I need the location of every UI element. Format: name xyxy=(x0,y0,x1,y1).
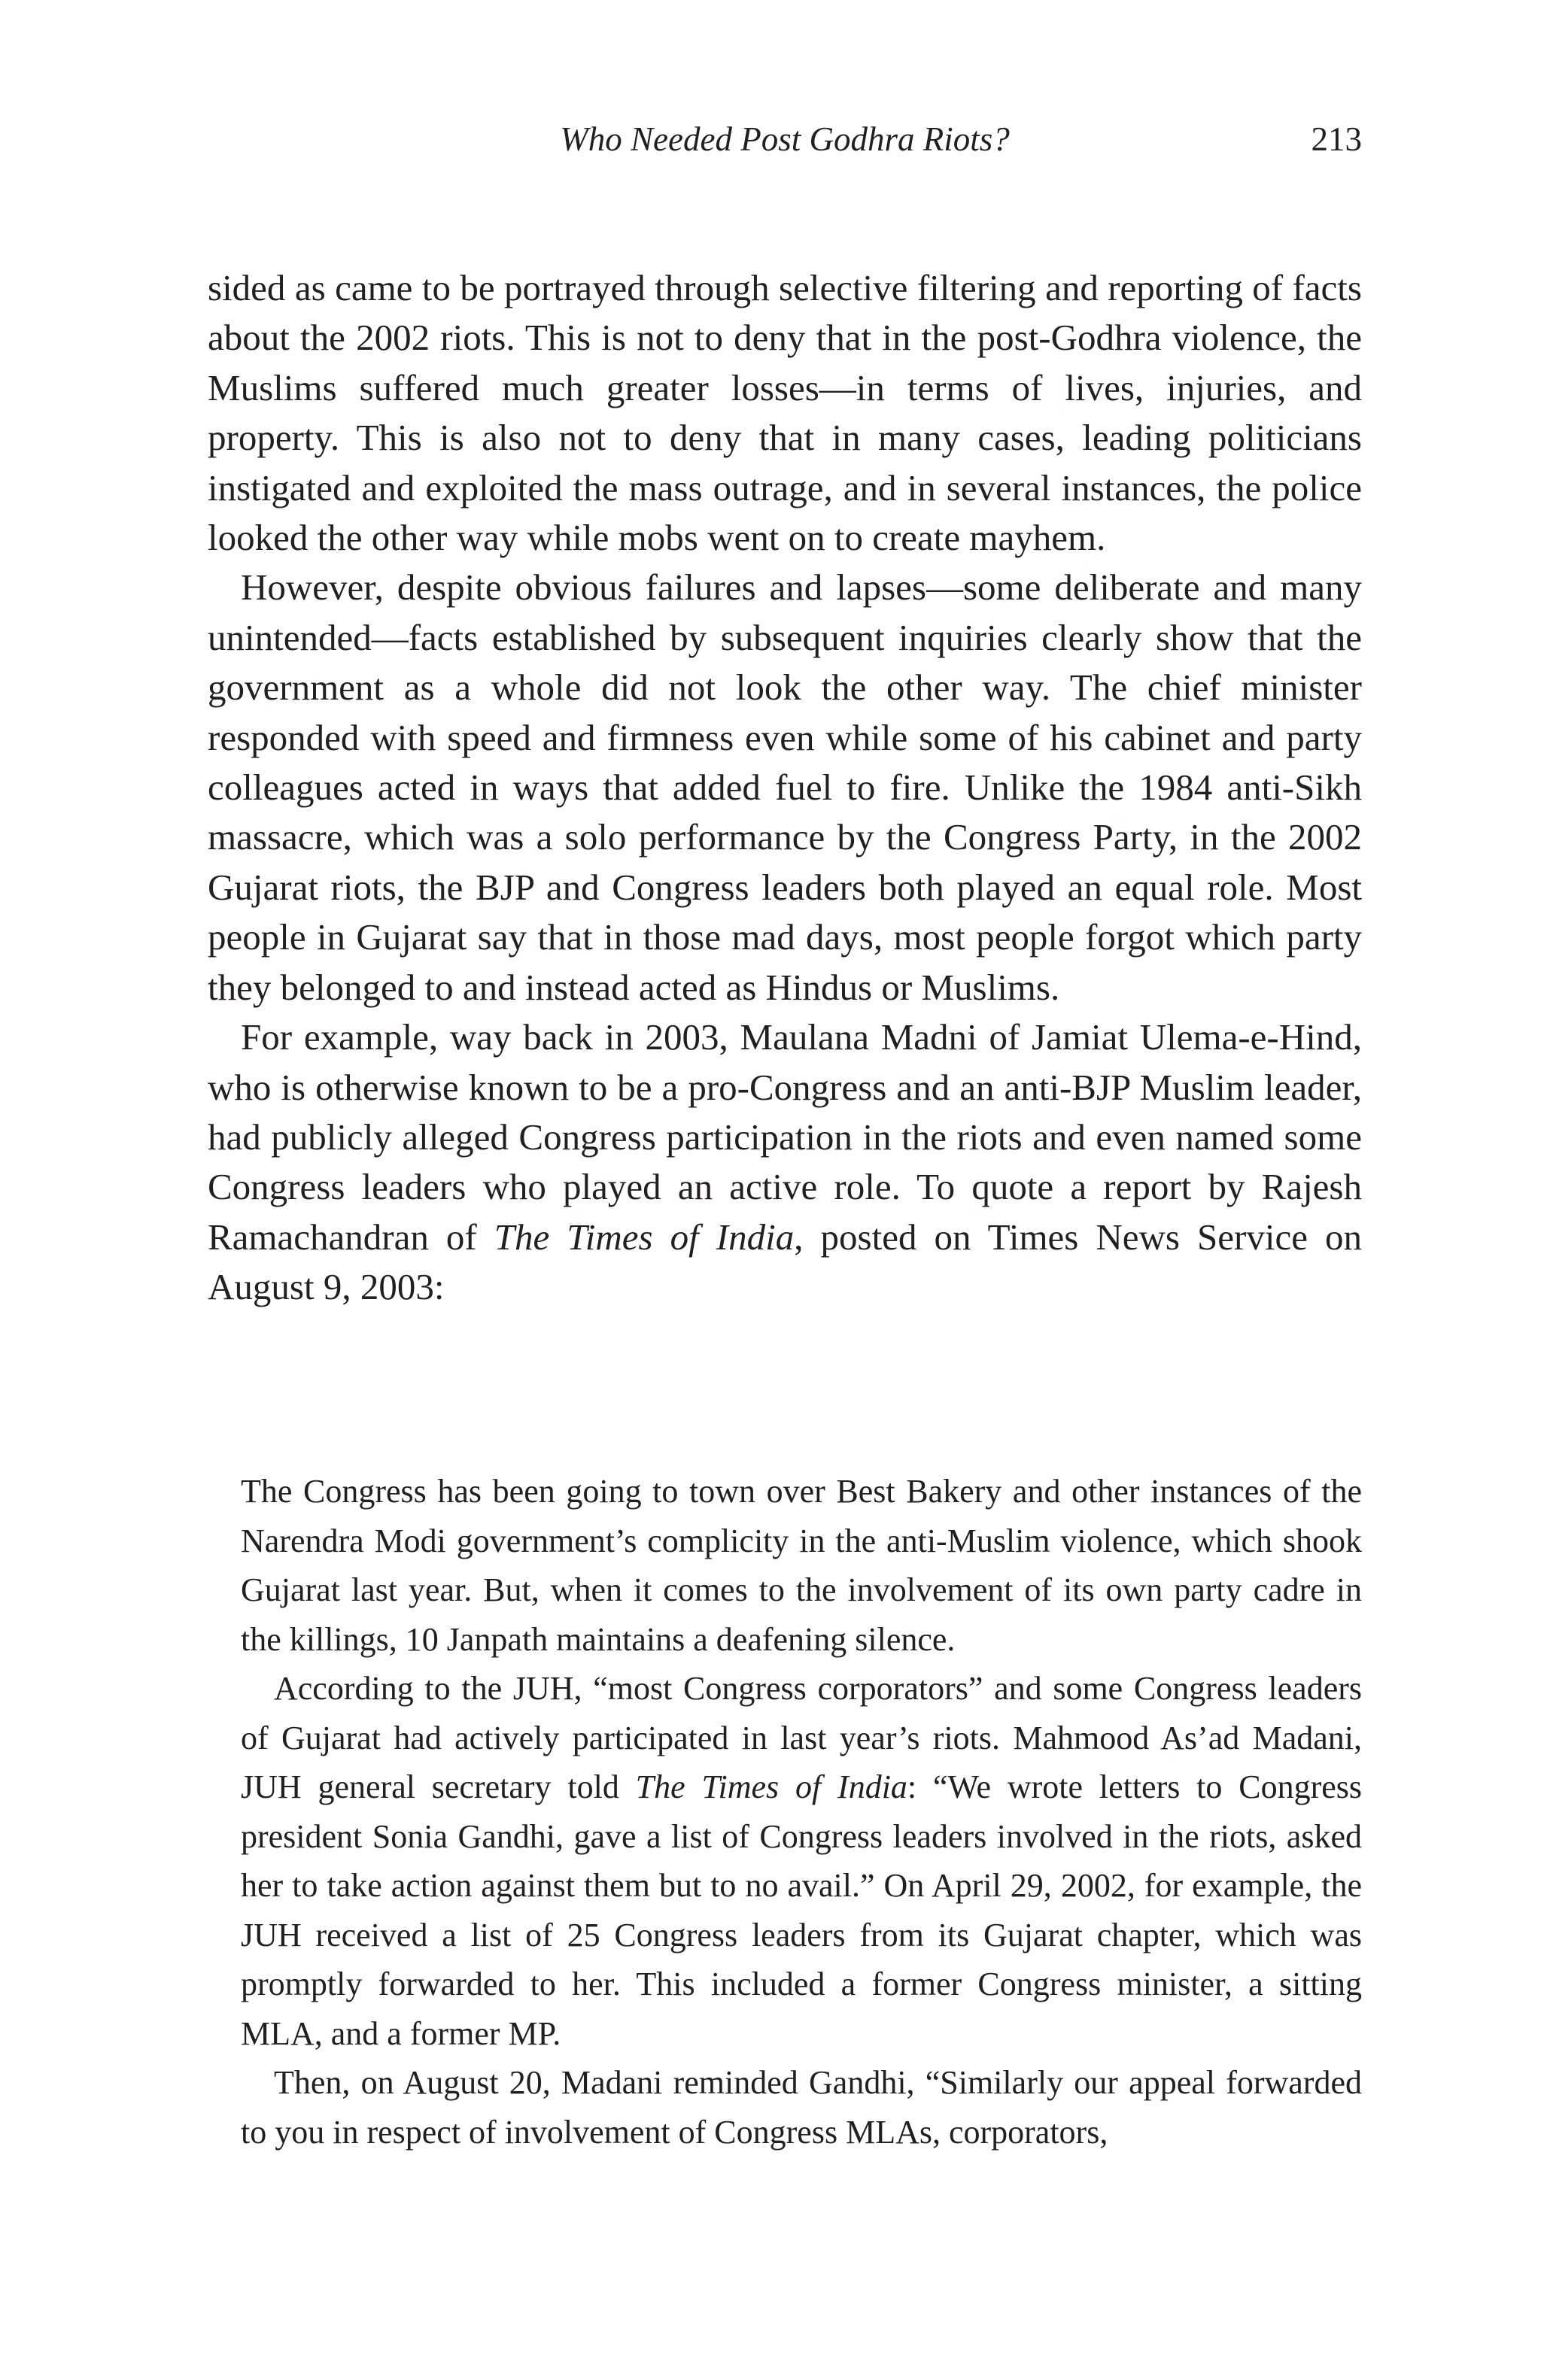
quote-text: : “We wrote letters to Congress president Sonia Gandhi, gave a list of Congress leaders involved in the riots, asked her to take action against them but to no avail.” On April 29, 2002, for example, the JUH received a list of 25 Congress leaders from its Gujarat chapter, which was promptly forwarded to her. This included a former Congress minister, a sitting MLA, and a former MP. xyxy=(241,1768,1363,2052)
running-title: Who Needed Post Godhra Riots? xyxy=(560,120,1010,158)
publication-title: The Times of India xyxy=(494,1216,795,1258)
quote-paragraph-1: The Congress has been going to town over Best Bakery and other instances of the Narendra Modi government’s complicity in the anti-Muslim violence, which shook Gujarat last year. But, when it comes to the involvement of its own party cadre in the killings, 10 Janpath maintains a deafening silence. xyxy=(241,1473,1362,1658)
quote-text: According to the JUH, “most Congress corporators” and some Congress leaders of Gujarat had actively participated in last year’s riots. Mahmood As’ad Madani, JUH general secretary told xyxy=(241,1670,1362,1805)
body-paragraph-1: sided as came to be portrayed through selective filtering and reporting of facts about the 2002 riots. This is not to deny that in the post-Godhra violence, the Muslims suffered much greater losses—in terms of lives, injuries, and property. This is also not to deny that in many cases, leading politicians instigated and exploited the mass outrage, and in several instances, the police looked the other way while mobs went on to create mayhem. xyxy=(208,267,1362,559)
paragraph-text: For example, way back in 2003, Maulana Madni of Jamiat Ulema-e-Hind, who is otherwise known to be a pro-Congress and an anti-BJP Muslim leader, had publicly alleged Congress participation in the riots and even named some Congress leaders who played an active role. To quote a report by Rajesh Ramachandran of xyxy=(208,1016,1362,1258)
paragraph-text: , posted on Times News Service on August 9, 2003: xyxy=(208,1216,1362,1308)
page-number: 213 xyxy=(1311,120,1362,158)
running-head xyxy=(208,117,1362,162)
quote-paragraph-3: Then, on August 20, Madani reminded Gandhi, “Similarly our appeal forwarded to you in respect of involvement of Congress MLAs, corporators, xyxy=(241,2064,1362,2151)
block-quote xyxy=(241,1467,1362,2157)
body-paragraph-3 xyxy=(208,1012,1362,1312)
publication-title: The Times of India xyxy=(635,1768,907,1805)
body-text xyxy=(208,263,1362,1313)
body-paragraph-2: However, despite obvious failures and lapses—some deliberate and many unintended—facts established by subsequent inquiries clearly show that the government as a whole did not look the other way. The chief minister responded with speed and firmness even while some of his cabinet and party colleagues acted in ways that added fuel to fire. Unlike the 1984 anti-Sikh massacre, which was a solo performance by the Congress Party, in the 2002 Gujarat riots, the BJP and Congress leaders both played an equal role. Most people in Gujarat say that in those mad days, most people forgot which party they belonged to and instead acted as Hindus or Muslims. xyxy=(208,566,1362,1008)
quote-paragraph-2 xyxy=(241,1664,1362,2058)
